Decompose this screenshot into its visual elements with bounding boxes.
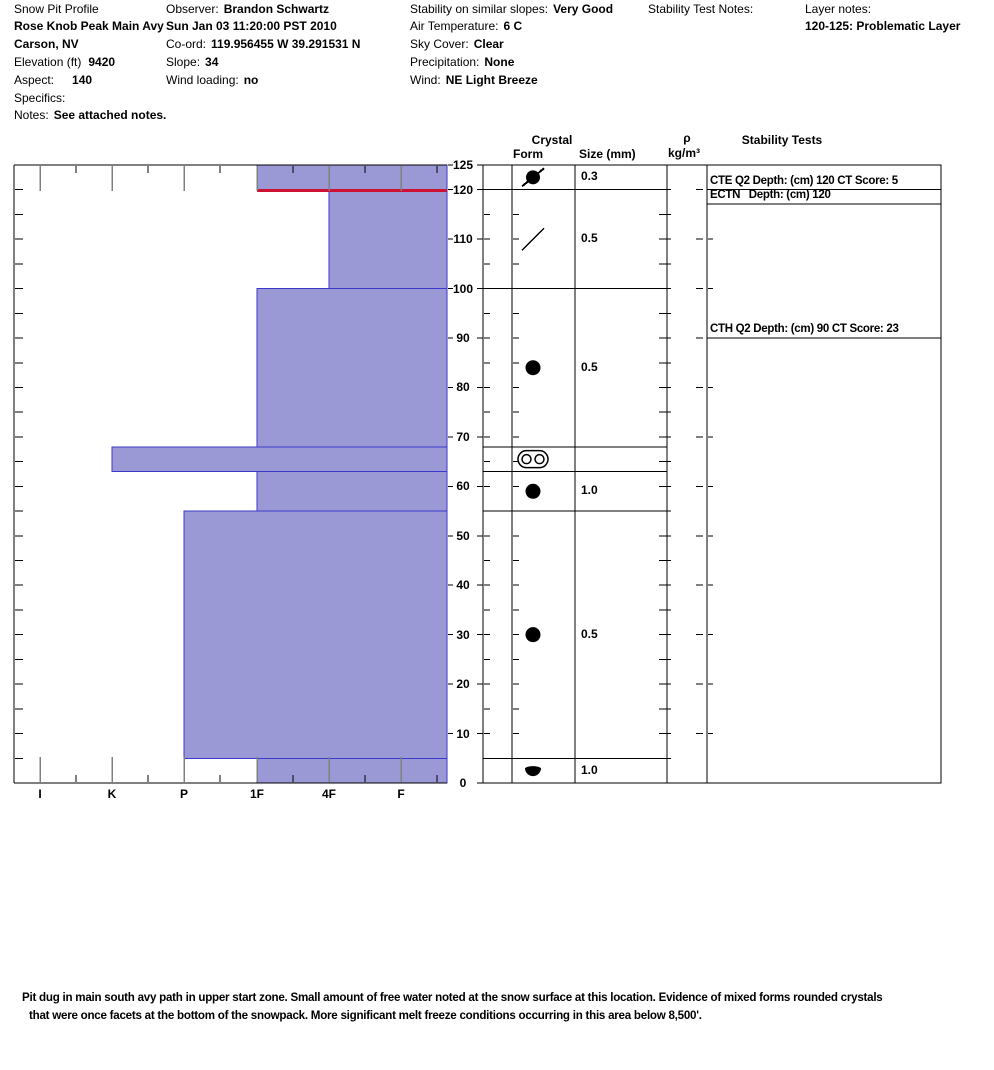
specifics-label: Specifics:	[14, 91, 66, 105]
elevation-value: 9420	[88, 55, 116, 69]
depth-axis-label: 60	[456, 479, 470, 494]
density-header: ρ	[683, 131, 691, 145]
stability-test-entry: ECTN Depth: (cm) 120	[710, 189, 831, 202]
depth-axis-label: 70	[456, 429, 470, 444]
depth-axis-label: 0	[459, 776, 467, 790]
depth-axis-label: 100	[452, 281, 474, 296]
sky-cover-label: Sky Cover:	[410, 37, 469, 51]
crystal-header: Crystal	[531, 133, 573, 147]
wind-label: Wind:	[410, 73, 441, 87]
crystal-size-value: 1.0	[581, 762, 598, 777]
layer-note-value: 120-125: Problematic Layer	[805, 19, 961, 33]
depth-axis-label: 110	[453, 232, 473, 247]
depth-axis-label: 30	[456, 627, 470, 642]
observer-label: Observer:	[166, 2, 219, 16]
report-title-text: Snow Pit Profile	[14, 2, 99, 16]
stability-test-notes-label: Stability Test Notes:	[648, 2, 754, 16]
datetime: Sun Jan 03 11:20:00 PST 2010	[166, 19, 337, 33]
wind-value: NE Light Breeze	[445, 73, 538, 87]
notes-value: See attached notes.	[53, 108, 167, 122]
hardness-axis-label: F	[397, 787, 405, 801]
stability-label: Stability on similar slopes:	[410, 2, 549, 16]
pit-note-line2: that were once facets at the bottom of the snowpack. More significant melt freeze conditions occurring in this area below 8,500'.	[29, 1009, 702, 1022]
coord-value: 119.956455 W 39.291531 N	[211, 37, 361, 51]
aspect-value: 140	[72, 73, 93, 87]
notes-label: Notes:	[14, 108, 49, 122]
slope-label: Slope:	[166, 55, 201, 69]
wind-loading-value: no	[243, 73, 259, 87]
depth-axis-label: 80	[456, 380, 470, 395]
aspect-label: Aspect:	[14, 73, 55, 87]
depth-axis-label: 10	[456, 726, 470, 741]
hardness-axis-label: I	[38, 787, 42, 801]
precipitation-label: Precipitation:	[410, 55, 480, 69]
layer-notes-label: Layer notes:	[805, 2, 872, 16]
crystal-size-value: 0.5	[581, 626, 598, 641]
form-header: Form	[513, 147, 543, 161]
density-unit-header: kg/m³	[667, 146, 700, 160]
depth-axis-label: 125	[452, 158, 474, 172]
precipitation-value: None	[484, 55, 515, 69]
pit-note-line1: Pit dug in main south avy path in upper start zone. Small amount of free water noted at the snow surface at this location. Evidence of mixed forms rounded crystals	[22, 991, 883, 1004]
wind-loading-label: Wind loading:	[166, 73, 239, 87]
stability-tests-header: Stability Tests	[741, 133, 823, 147]
stability-value: Very Good	[553, 2, 614, 16]
coord-label: Co-ord:	[166, 37, 207, 51]
site-name: Rose Knob Peak Main Avy	[14, 19, 164, 33]
depth-axis-label: 20	[456, 677, 470, 692]
depth-axis-label: 120	[452, 182, 474, 197]
hardness-axis-label: K	[107, 787, 117, 801]
crystal-size-value: 0.3	[581, 169, 598, 184]
depth-axis-label: 40	[456, 578, 470, 593]
sky-cover-value: Clear	[473, 37, 504, 51]
hardness-axis-label: P	[179, 787, 188, 801]
size-header: Size (mm)	[579, 147, 636, 161]
elevation-label: Elevation (ft)	[14, 55, 82, 69]
crystal-size-value: 0.5	[581, 231, 598, 246]
stability-test-entry: CTE Q2 Depth: (cm) 120 CT Score: 5	[710, 174, 898, 187]
crystal-size-value: 0.5	[581, 359, 598, 374]
crystal-size-value: 1.0	[581, 483, 598, 498]
air-temp-value: 6 C	[503, 19, 523, 33]
depth-axis-label: 50	[456, 528, 470, 543]
hardness-axis-label: 1F	[249, 787, 264, 801]
air-temp-label: Air Temperature:	[410, 19, 499, 33]
hardness-axis-label: 4F	[321, 787, 336, 801]
depth-axis-label: 90	[456, 331, 470, 346]
site-location: Carson, NV	[14, 37, 79, 51]
stability-test-entry: CTH Q2 Depth: (cm) 90 CT Score: 23	[710, 323, 899, 336]
slope-value: 34	[205, 55, 219, 69]
observer-value: Brandon Schwartz	[223, 2, 330, 16]
